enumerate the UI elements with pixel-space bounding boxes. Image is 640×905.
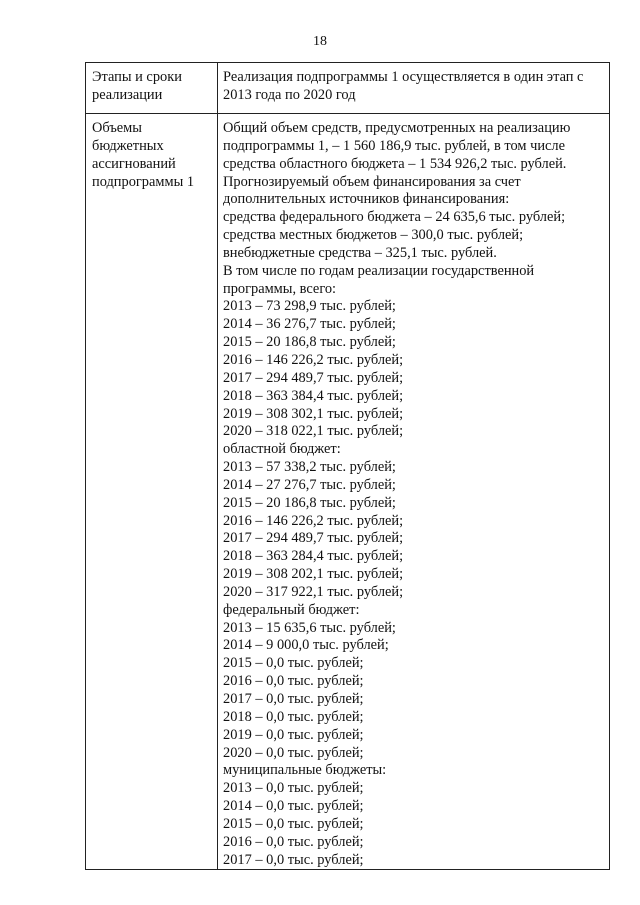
budget-content-line: 2014 – 9 000,0 тыс. рублей; xyxy=(223,637,389,654)
budget-content-line: 2020 – 318 022,1 тыс. рублей; xyxy=(223,423,404,440)
budget-row xyxy=(86,114,610,870)
budget-label-line: ассигнований xyxy=(92,155,176,172)
budget-label-line: Объемы xyxy=(92,120,142,136)
budget-content-line: 2018 – 363 384,4 тыс. рублей; xyxy=(223,387,404,404)
budget-content-line: 2016 – 146 226,2 тыс. рублей; xyxy=(223,351,404,368)
stages-label-line: Этапы и сроки xyxy=(92,69,182,85)
stages-content-cell xyxy=(218,63,610,114)
stages-content-line: 2013 года по 2020 год xyxy=(223,86,356,103)
stages-row xyxy=(86,63,610,114)
budget-content-line: 2016 – 0,0 тыс. рублей; xyxy=(223,673,364,690)
budget-content-line: 2019 – 308 202,1 тыс. рублей; xyxy=(223,566,404,583)
budget-content-line: 2019 – 0,0 тыс. рублей; xyxy=(223,726,364,743)
budget-content-line: федеральный бюджет: xyxy=(223,601,360,618)
budget-content-line: 2020 – 317 922,1 тыс. рублей; xyxy=(223,583,404,600)
stages-label-line: реализации xyxy=(92,86,163,103)
budget-content-line: 2018 – 363 284,4 тыс. рублей; xyxy=(223,548,404,565)
budget-content-line: 2013 – 15 635,6 тыс. рублей; xyxy=(223,619,396,636)
budget-content-line: муниципальные бюджеты: xyxy=(223,762,387,779)
budget-label-line: подпрограммы 1 xyxy=(92,173,195,190)
budget-content-line: Общий объем средств, предусмотренных на реализацию xyxy=(223,120,571,136)
budget-content-line: 2013 – 57 338,2 тыс. рублей; xyxy=(223,459,396,476)
budget-content-line: средства местных бюджетов – 300,0 тыс. рублей; xyxy=(223,227,524,244)
budget-content-line: 2015 – 20 186,8 тыс. рублей; xyxy=(223,334,396,351)
budget-content-line: 2014 – 36 276,7 тыс. рублей; xyxy=(223,316,396,333)
budget-content-line: 2015 – 0,0 тыс. рублей; xyxy=(223,815,364,832)
budget-content-line: дополнительных источников финансирования: xyxy=(223,191,510,208)
budget-content-line: 2020 – 0,0 тыс. рублей; xyxy=(223,744,364,761)
budget-label-cell xyxy=(86,114,218,870)
budget-content-line: средства областного бюджета – 1 534 926,2 тыс. рублей. xyxy=(223,155,567,172)
budget-content-line: 2017 – 0,0 тыс. рублей; xyxy=(223,851,364,868)
budget-content-line: 2017 – 0,0 тыс. рублей; xyxy=(223,691,364,707)
budget-content-cell xyxy=(218,114,610,870)
budget-content-line: 2016 – 0,0 тыс. рублей; xyxy=(223,833,364,850)
budget-content-line: средства федерального бюджета – 24 635,6 тыс. рублей; xyxy=(223,209,566,226)
stages-content-line: Реализация подпрограммы 1 осуществляется в один этап с xyxy=(223,69,584,85)
budget-content-line: 2017 – 294 489,7 тыс. рублей; xyxy=(223,530,404,547)
budget-content-line: 2015 – 20 186,8 тыс. рублей; xyxy=(223,494,396,511)
budget-content-line: 2018 – 0,0 тыс. рублей; xyxy=(223,708,364,725)
budget-content-line: 2015 – 0,0 тыс. рублей; xyxy=(223,655,364,672)
budget-content-line: внебюджетные средства – 325,1 тыс. рублей. xyxy=(223,244,497,261)
budget-content-line: подпрограммы 1, – 1 560 186,9 тыс. рублей, в том числе xyxy=(223,137,565,154)
budget-content-line: программы, всего: xyxy=(223,280,337,297)
budget-content-line: 2014 – 0,0 тыс. рублей; xyxy=(223,798,364,815)
budget-content-line: 2019 – 308 302,1 тыс. рублей; xyxy=(223,405,404,422)
budget-content-line: 2017 – 294 489,7 тыс. рублей; xyxy=(223,369,404,386)
stages-label-cell xyxy=(86,63,218,114)
page-number: 18 xyxy=(313,34,327,49)
budget-label-line: бюджетных xyxy=(92,137,164,154)
subprogram-passport-table xyxy=(85,62,610,870)
budget-content-line: 2016 – 146 226,2 тыс. рублей; xyxy=(223,512,404,529)
budget-content-line: 2014 – 27 276,7 тыс. рублей; xyxy=(223,476,396,493)
budget-content-line: 2013 – 0,0 тыс. рублей; xyxy=(223,780,364,797)
budget-content-line: Прогнозируемый объем финансирования за счет xyxy=(223,173,521,190)
budget-content-line: областной бюджет: xyxy=(223,441,341,458)
budget-content-line: 2013 – 73 298,9 тыс. рублей; xyxy=(223,298,396,315)
budget-content-line: В том числе по годам реализации государственной xyxy=(223,262,535,279)
